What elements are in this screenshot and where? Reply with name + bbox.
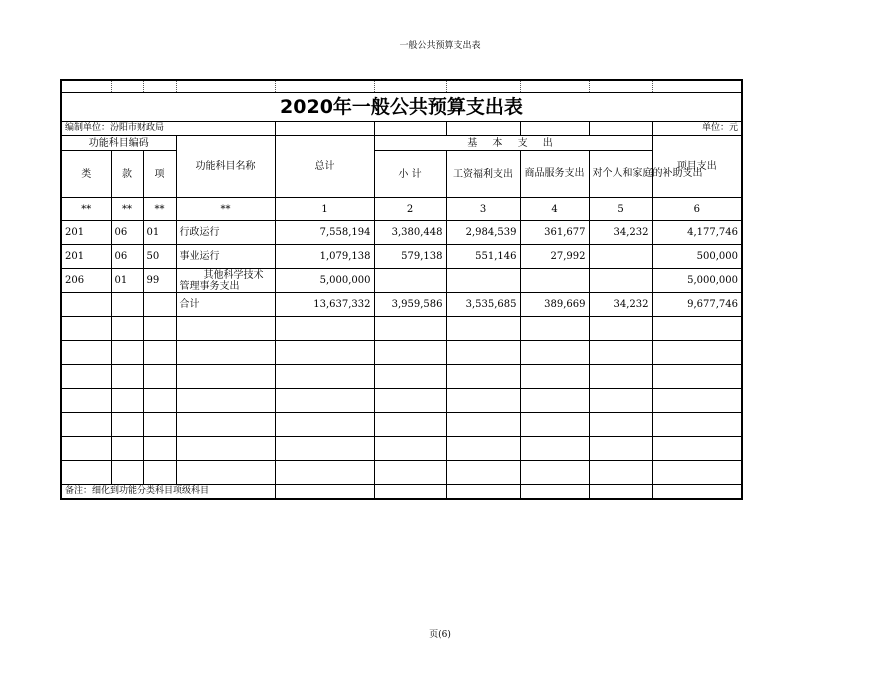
empty-cell — [143, 341, 176, 365]
empty-row — [61, 389, 742, 413]
cell-salary — [446, 269, 520, 293]
empty-cell — [275, 461, 374, 485]
index-cell: 6 — [652, 198, 742, 221]
empty-cell — [520, 437, 589, 461]
cell-lei: 201 — [61, 221, 111, 245]
note-text: 备注：细化到功能分类科目项级科目 — [61, 485, 275, 500]
empty-cell — [176, 365, 275, 389]
cell-name: 事业运行 — [176, 245, 275, 269]
empty-cell — [520, 317, 589, 341]
cell-goods: 389,669 — [520, 293, 589, 317]
empty-cell — [111, 365, 143, 389]
empty-cell — [275, 389, 374, 413]
spacer-row — [61, 80, 742, 93]
index-cell: ** — [143, 198, 176, 221]
empty-cell — [589, 437, 652, 461]
empty-cell — [61, 341, 111, 365]
empty-row — [61, 341, 742, 365]
cell-xiang — [143, 293, 176, 317]
header-total: 总计 — [275, 136, 374, 198]
empty-cell — [275, 365, 374, 389]
empty-row — [61, 437, 742, 461]
cell-xiang: 01 — [143, 221, 176, 245]
table-title: 2020年一般公共预算支出表 — [61, 93, 742, 122]
cell-lei: 201 — [61, 245, 111, 269]
empty-cell — [143, 317, 176, 341]
cell-project: 4,177,746 — [652, 221, 742, 245]
cell-subsidy: 34,232 — [589, 221, 652, 245]
header-salary: 工资福利支出 — [446, 151, 520, 198]
cell-name: 行政运行 — [176, 221, 275, 245]
empty-cell — [520, 389, 589, 413]
header-project: 项目支出 — [652, 136, 742, 198]
index-cell: 2 — [374, 198, 446, 221]
empty-cell — [520, 341, 589, 365]
empty-cell — [61, 461, 111, 485]
empty-cell — [652, 341, 742, 365]
cell-goods — [520, 269, 589, 293]
empty-cell — [275, 317, 374, 341]
empty-cell — [111, 413, 143, 437]
index-cell: ** — [61, 198, 111, 221]
empty-cell — [111, 341, 143, 365]
cell-subsidy — [589, 245, 652, 269]
empty-rows — [61, 317, 742, 485]
cell-salary: 3,535,685 — [446, 293, 520, 317]
cell-name: 合计 — [176, 293, 275, 317]
budget-table — [60, 79, 743, 500]
index-row — [61, 198, 742, 221]
empty-cell — [589, 389, 652, 413]
cell-lei: 206 — [61, 269, 111, 293]
empty-cell — [61, 317, 111, 341]
empty-cell — [61, 413, 111, 437]
header-subsidy: 对个人和家庭的补助支出 — [589, 151, 652, 198]
cell-salary: 2,984,539 — [446, 221, 520, 245]
unit-row — [61, 122, 742, 136]
empty-cell — [176, 461, 275, 485]
table-row — [61, 245, 742, 269]
empty-cell — [176, 413, 275, 437]
header-goods: 商品服务支出 — [520, 151, 589, 198]
empty-cell — [520, 413, 589, 437]
empty-row — [61, 317, 742, 341]
cell-project: 9,677,746 — [652, 293, 742, 317]
cell-kuan: 06 — [111, 221, 143, 245]
empty-cell — [143, 437, 176, 461]
empty-cell — [446, 341, 520, 365]
index-cell: 3 — [446, 198, 520, 221]
header-lei: 类 — [61, 151, 111, 198]
header-xiang: 项 — [143, 151, 176, 198]
empty-cell — [446, 317, 520, 341]
empty-cell — [520, 461, 589, 485]
header-row-2 — [61, 151, 742, 198]
empty-cell — [111, 437, 143, 461]
empty-cell — [143, 389, 176, 413]
cell-lei — [61, 293, 111, 317]
cell-project: 5,000,000 — [652, 269, 742, 293]
index-cell: 1 — [275, 198, 374, 221]
empty-cell — [374, 341, 446, 365]
index-cell: ** — [176, 198, 275, 221]
empty-cell — [176, 341, 275, 365]
empty-cell — [61, 365, 111, 389]
empty-cell — [143, 461, 176, 485]
cell-goods: 361,677 — [520, 221, 589, 245]
table-row — [61, 221, 742, 245]
empty-cell — [111, 461, 143, 485]
empty-row — [61, 365, 742, 389]
cell-subtotal: 3,380,448 — [374, 221, 446, 245]
cell-kuan: 01 — [111, 269, 143, 293]
empty-cell — [446, 389, 520, 413]
cell-xiang: 99 — [143, 269, 176, 293]
unit-right: 单位：元 — [652, 122, 742, 136]
empty-cell — [374, 413, 446, 437]
header-subtotal: 小 计 — [374, 151, 446, 198]
cell-name: 其他科学技术管理事务支出 — [176, 269, 275, 293]
table-row — [61, 269, 742, 293]
title-row — [61, 93, 742, 122]
page-footer: 页(6) — [429, 630, 451, 640]
empty-row — [61, 461, 742, 485]
empty-cell — [589, 365, 652, 389]
empty-cell — [61, 389, 111, 413]
cell-total: 13,637,332 — [275, 293, 374, 317]
empty-cell — [652, 461, 742, 485]
empty-cell — [446, 413, 520, 437]
empty-cell — [374, 317, 446, 341]
index-cell: 4 — [520, 198, 589, 221]
empty-cell — [374, 437, 446, 461]
header-func-name: 功能科目名称 — [176, 136, 275, 198]
header-row-1 — [61, 136, 742, 151]
cell-goods: 27,992 — [520, 245, 589, 269]
cell-total: 1,079,138 — [275, 245, 374, 269]
empty-cell — [176, 437, 275, 461]
index-cell: 5 — [589, 198, 652, 221]
cell-total: 7,558,194 — [275, 221, 374, 245]
index-cell: ** — [111, 198, 143, 221]
empty-cell — [176, 317, 275, 341]
empty-cell — [446, 437, 520, 461]
cell-salary: 551,146 — [446, 245, 520, 269]
header-basic: 基 本 支 出 — [374, 136, 652, 151]
cell-subtotal: 3,959,586 — [374, 293, 446, 317]
cell-xiang: 50 — [143, 245, 176, 269]
empty-cell — [589, 341, 652, 365]
empty-cell — [652, 317, 742, 341]
total-row — [61, 293, 742, 317]
empty-cell — [111, 389, 143, 413]
empty-cell — [111, 317, 143, 341]
cell-subsidy — [589, 269, 652, 293]
cell-total: 5,000,000 — [275, 269, 374, 293]
empty-cell — [275, 413, 374, 437]
empty-cell — [520, 365, 589, 389]
empty-cell — [61, 437, 111, 461]
empty-cell — [275, 437, 374, 461]
note-row — [61, 485, 742, 500]
empty-cell — [446, 365, 520, 389]
empty-cell — [275, 341, 374, 365]
empty-cell — [176, 389, 275, 413]
empty-cell — [589, 461, 652, 485]
empty-cell — [446, 461, 520, 485]
empty-cell — [652, 413, 742, 437]
unit-left: 编制单位：汾阳市财政局 — [61, 122, 275, 136]
header-kuan: 款 — [111, 151, 143, 198]
cell-project: 500,000 — [652, 245, 742, 269]
empty-cell — [374, 365, 446, 389]
empty-cell — [589, 413, 652, 437]
cell-subtotal: 579,138 — [374, 245, 446, 269]
empty-row — [61, 413, 742, 437]
empty-cell — [143, 413, 176, 437]
empty-cell — [652, 389, 742, 413]
cell-subsidy: 34,232 — [589, 293, 652, 317]
empty-cell — [374, 389, 446, 413]
cell-kuan: 06 — [111, 245, 143, 269]
empty-cell — [143, 365, 176, 389]
empty-cell — [374, 461, 446, 485]
cell-subtotal — [374, 269, 446, 293]
empty-cell — [652, 365, 742, 389]
empty-cell — [589, 317, 652, 341]
header-func-code: 功能科目编码 — [61, 136, 176, 151]
page-header: 一般公共预算支出表 — [399, 41, 481, 51]
cell-kuan — [111, 293, 143, 317]
empty-cell — [652, 437, 742, 461]
